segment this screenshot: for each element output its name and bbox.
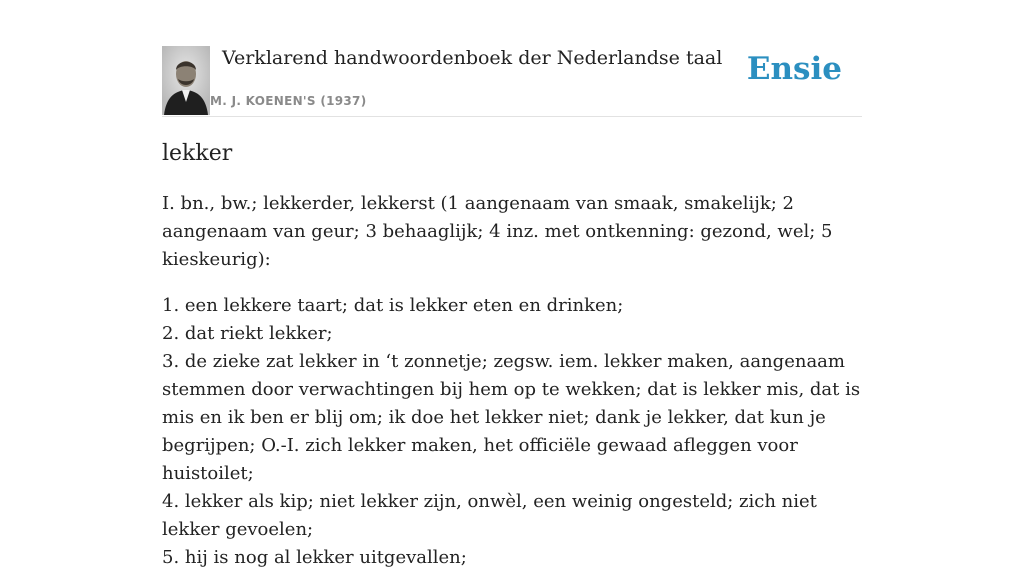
sense-item: 2. dat riekt lekker; xyxy=(162,323,333,344)
author-portrait-icon xyxy=(162,46,210,115)
entry-content xyxy=(162,138,867,572)
sense-item: 3. de zieke zat lekker in ‘t zonnetje; zegsw. iem. lekker maken, aangenaam stemmen door verwachtingen bij hem op te wekken; dat is lekker mis, dat is mis en ik ben er blij om; ik doe het lekker niet; dank je lekker, dat kun je begrijpen; O.-I. zich lekker maken, het officiële gewaad afleggen voor huistoilet; xyxy=(162,351,861,484)
sense-item: 1. een lekkere taart; dat is lekker eten en drinken; xyxy=(162,295,624,316)
definition: I. bn., bw.; lekkerder, lekkerst (1 aangenaam van smaak, smakelijk; 2 aangenaam van geur; 3 behaaglijk; 4 inz. met ontkenning: gezond, wel; 5 kieskeurig): xyxy=(162,193,833,270)
book-title: Verklarend handwoordenboek der Nederlandse taal xyxy=(222,47,723,69)
author-label: M. J. KOENEN'S (1937) xyxy=(210,94,367,108)
sense-list xyxy=(162,292,867,572)
header xyxy=(162,46,862,117)
brand-logo-link[interactable]: Ensie xyxy=(746,51,842,87)
sense-item: 4. lekker als kip; niet lekker zijn, onwèl, een weinig ongesteld; zich niet lekker gevoelen; xyxy=(162,491,817,540)
sense-item: 5. hij is nog al lekker uitgevallen; xyxy=(162,547,467,568)
headword: lekker xyxy=(162,141,233,166)
